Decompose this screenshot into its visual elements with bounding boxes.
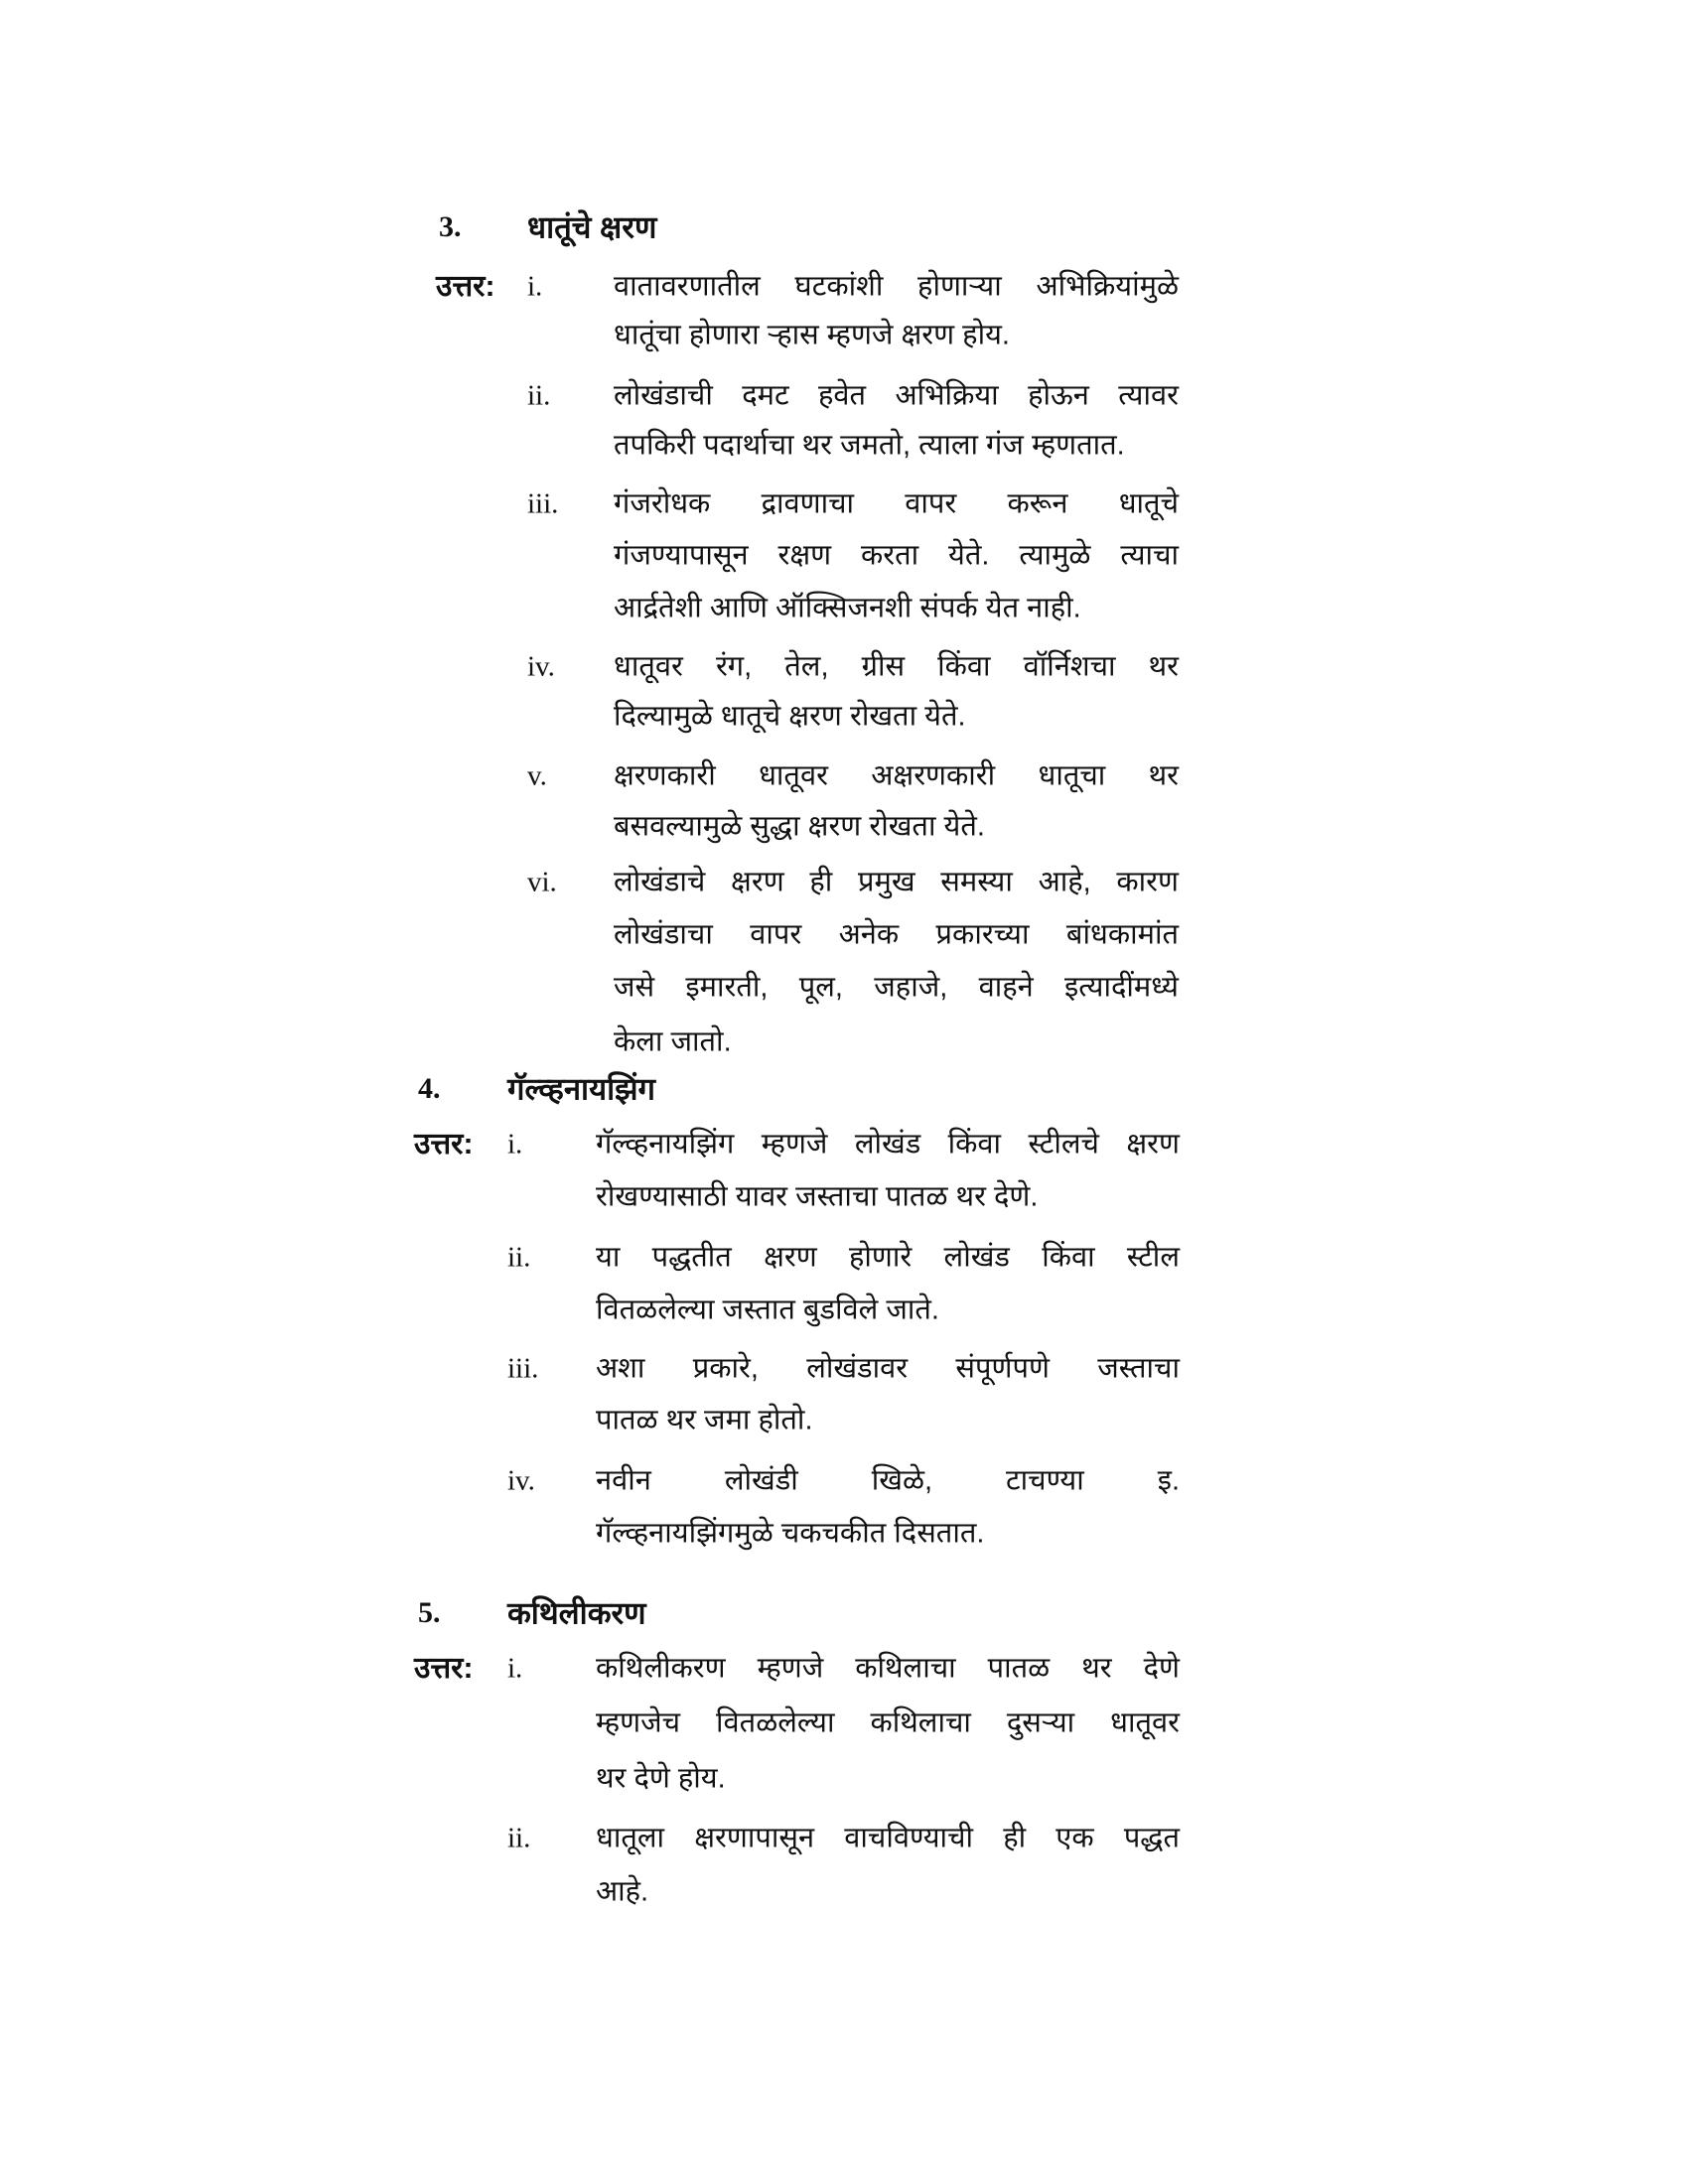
answer-line: गॅल्व्हनायझिंग म्हणजे लोखंड किंवा स्टीलचे क्षरण bbox=[596, 1128, 1180, 1160]
section-title: कथिलीकरण bbox=[507, 1595, 646, 1631]
item-numeral: i. bbox=[507, 1652, 523, 1685]
answer-line: कथिलीकरण म्हणजे कथिलाचा पातळ थर देणे bbox=[596, 1652, 1180, 1685]
section-number: 4. bbox=[418, 1072, 441, 1105]
item-numeral: i. bbox=[507, 1128, 523, 1160]
answer-line: केला जातो. bbox=[614, 1025, 732, 1058]
answer-line: आहे. bbox=[596, 1875, 649, 1908]
answer-line: या पद्धतीत क्षरण होणारे लोखंड किंवा स्टील bbox=[596, 1241, 1180, 1274]
section-title: गॅल्व्हनायझिंग bbox=[507, 1071, 655, 1107]
item-numeral: ii. bbox=[507, 1822, 531, 1854]
answer-line: धातूवर रंग, तेल, ग्रीस किंवा वॉर्निशचा थर bbox=[614, 650, 1179, 683]
answer-line: क्षरणकारी धातूवर अक्षरणकारी धातूचा थर bbox=[614, 759, 1179, 792]
item-numeral: ii. bbox=[527, 379, 551, 412]
section-number: 3. bbox=[439, 210, 462, 243]
item-numeral: vi. bbox=[527, 866, 557, 898]
item-numeral: v. bbox=[527, 759, 547, 792]
answer-line: पातळ थर जमा होतो. bbox=[596, 1404, 813, 1436]
answer-line: धातूला क्षरणापासून वाचविण्याची ही एक पद्धत bbox=[596, 1822, 1180, 1854]
answer-line: लोखंडाचे क्षरण ही प्रमुख समस्या आहे, कारण bbox=[614, 866, 1179, 898]
answer-line: दिल्यामुळे धातूचे क्षरण रोखता येते. bbox=[614, 700, 966, 733]
answer-line: गंजरोधक द्रावणाचा वापर करून धातूचे bbox=[614, 487, 1179, 520]
answer-line: धातूंचा होणारा ऱ्हास म्हणजे क्षरण होय. bbox=[614, 319, 1010, 351]
answer-label: उत्तर: bbox=[414, 1128, 474, 1160]
answer-line: बसवल्यामुळे सुद्धा क्षरण रोखता येते. bbox=[614, 810, 985, 843]
answer-line: जसे इमारती, पूल, जहाजे, वाहने इत्यादींमध्ये bbox=[614, 971, 1179, 1004]
item-numeral: i. bbox=[527, 270, 543, 303]
item-numeral: iii. bbox=[527, 487, 559, 520]
answer-line: गंजण्यापासून रक्षण करता येते. त्यामुळे त्याचा bbox=[614, 539, 1179, 572]
answer-line: आर्द्रतेशी आणि ऑक्सिजनशी संपर्क येत नाही. bbox=[614, 592, 1081, 624]
answer-line: लोखंडाची दमट हवेत अभिक्रिया होऊन त्यावर bbox=[614, 379, 1179, 412]
answer-line: थर देणे होय. bbox=[596, 1762, 726, 1795]
answer-label: उत्तर: bbox=[436, 270, 495, 303]
section-title: धातूंचे क्षरण bbox=[527, 209, 657, 245]
answer-line: वातावरणातील घटकांशी होणाऱ्या अभिक्रियांमुळे bbox=[614, 270, 1179, 303]
answer-line: अशा प्रकारे, लोखंडावर संपूर्णपणे जस्ताचा bbox=[596, 1352, 1180, 1385]
item-numeral: ii. bbox=[507, 1241, 531, 1274]
answer-line: लोखंडाचा वापर अनेक प्रकारच्या बांधकामांत bbox=[614, 918, 1179, 951]
item-numeral: iv. bbox=[527, 650, 555, 683]
answer-line: तपकिरी पदार्थाचा थर जमतो, त्याला गंज म्हणतात. bbox=[614, 429, 1125, 462]
answer-line: रोखण्यासाठी यावर जस्ताचा पातळ थर देणे. bbox=[596, 1180, 1039, 1213]
answer-line: म्हणजेच वितळलेल्या कथिलाचा दुसऱ्या धातूवर bbox=[596, 1706, 1180, 1739]
answer-line: वितळलेल्या जस्तात बुडविले जाते. bbox=[596, 1294, 939, 1326]
section-number: 5. bbox=[418, 1596, 441, 1629]
answer-line: गॅल्व्हनायझिंगमुळे चकचकीत दिसतात. bbox=[596, 1517, 985, 1550]
item-numeral: iv. bbox=[507, 1464, 535, 1497]
answer-label: उत्तर: bbox=[414, 1652, 474, 1685]
answer-line: नवीन लोखंडी खिळे, टाचण्या इ. bbox=[596, 1464, 1180, 1497]
item-numeral: iii. bbox=[507, 1352, 539, 1385]
